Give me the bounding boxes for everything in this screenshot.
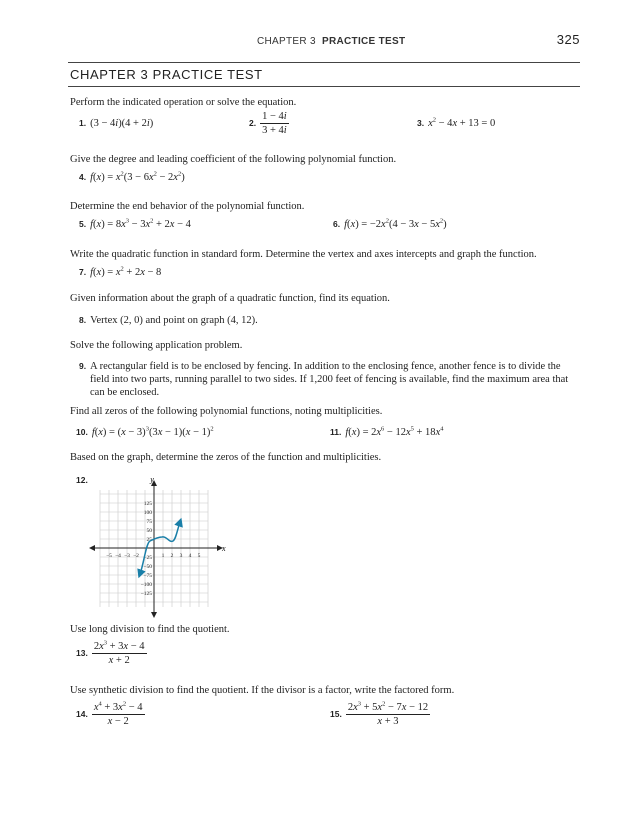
problem-9-number: 9. bbox=[79, 361, 87, 371]
polynomial-graph bbox=[88, 473, 228, 618]
problem-12-number: 12. bbox=[76, 475, 88, 485]
problem-10-number: 10. bbox=[76, 427, 88, 437]
x-tick-label: −3 bbox=[124, 553, 130, 559]
problem-9-text: A rectangular field is to be enclosed by fencing. In addition to the enclosing fence, another fence is to divide the field into two parts, running parallel to two sides. If 1,200 feet of fencing is available, find the maximum area that can be enclosed. bbox=[90, 361, 569, 398]
problem-8 bbox=[79, 315, 258, 326]
problem-15: 15. $\frac{2x^3 + 5x^2 - 7x - 12}{x + 3}$ bbox=[330, 700, 429, 727]
y-tick-label: 125 bbox=[143, 501, 152, 507]
x-tick-label: 2 bbox=[170, 553, 174, 559]
instruction-7: Find all zeros of the following polynomial functions, noting multiplicities. bbox=[70, 406, 383, 417]
problem-8-text: Vertex (2, 0) and point on graph (4, 12). bbox=[90, 315, 258, 326]
problem-2-number: 2. bbox=[249, 117, 257, 128]
problem-7: 7. $f(x) = x^2 + 2x - 8$ bbox=[79, 265, 162, 278]
problem-8-number: 8. bbox=[79, 315, 87, 325]
y-tick-label: 100 bbox=[143, 510, 152, 516]
y-tick-label: 25 bbox=[146, 537, 152, 543]
problem-3: 3. $x^2 - 4x + 13 = 0$ bbox=[417, 116, 496, 129]
header-section: PRACTICE TEST bbox=[322, 36, 406, 47]
problem-14-number: 14. bbox=[76, 708, 88, 719]
problem-5-number: 5. bbox=[79, 219, 87, 229]
problem-15-number: 15. bbox=[330, 708, 342, 719]
problem-13: 13. $\frac{2x^3 + 3x - 4}{x + 2}$ bbox=[76, 639, 145, 666]
instruction-4: Write the quadratic function in standard form. Determine the vertex and axes intercepts and graph the function. bbox=[70, 249, 537, 260]
header-chapter: CHAPTER 3 bbox=[257, 36, 316, 47]
y-tick-label: −100 bbox=[140, 582, 152, 588]
instruction-5: Given information about the graph of a quadratic function, find its equation. bbox=[70, 293, 390, 304]
instruction-6: Solve the following application problem. bbox=[70, 340, 243, 351]
problem-2: 2. $\frac{1 - 4i}{3 + 4i}$ bbox=[249, 111, 287, 136]
y-tick-label: −75 bbox=[143, 573, 152, 579]
x-tick-label: 4 bbox=[188, 553, 192, 559]
title-rule-top bbox=[68, 62, 580, 63]
problem-4-number: 4. bbox=[79, 172, 87, 182]
problem-1-number: 1. bbox=[79, 118, 87, 128]
page-number: 325 bbox=[556, 32, 580, 47]
problem-11: 11. $f(x) = 2x^6 - 12x^5 + 18x^4$ bbox=[330, 425, 444, 438]
instruction-9: Use long division to find the quotient. bbox=[70, 624, 230, 635]
y-tick-label: −50 bbox=[143, 564, 152, 570]
y-tick-label: 75 bbox=[146, 519, 152, 525]
problem-9-number-wrap bbox=[79, 361, 90, 372]
problem-6-number: 6. bbox=[333, 219, 341, 229]
y-tick-label: −125 bbox=[140, 591, 152, 597]
problem-1: 1. (3 − 4i)(4 + 2i) bbox=[79, 118, 154, 129]
problem-4: 4. $f(x) = x^2(3 - 6x^2 - 2x^2)$ bbox=[79, 170, 185, 183]
problem-13-number: 13. bbox=[76, 647, 88, 658]
problem-10: 10. $f(x) = (x - 3)^3(3x - 1)(x - 1)^2$ bbox=[76, 425, 214, 438]
problem-7-number: 7. bbox=[79, 267, 87, 277]
y-tick-label: 50 bbox=[146, 528, 152, 534]
instruction-10: Use synthetic division to find the quotient. If the divisor is a factor, write the factored form. bbox=[70, 685, 455, 696]
problem-6: 6. $f(x) = -2x^2(4 - 3x - 5x^2)$ bbox=[333, 217, 447, 230]
problem-11-number: 11. bbox=[330, 427, 342, 437]
x-tick-label: 5 bbox=[197, 553, 201, 559]
running-header bbox=[257, 36, 405, 47]
y-axis-label: y bbox=[150, 475, 154, 484]
x-tick-label: 1 bbox=[161, 553, 165, 559]
problem-5: 5. $f(x) = 8x^3 - 3x^2 + 2x - 4$ bbox=[79, 217, 191, 230]
x-axis-label: x bbox=[222, 544, 226, 553]
instruction-2: Give the degree and leading coefficient of the following polynomial function. bbox=[70, 154, 397, 165]
problem-14: 14. $\frac{x^4 + 3x^2 - 4}{x - 2}$ bbox=[76, 700, 143, 727]
x-tick-label: −2 bbox=[133, 553, 139, 559]
instruction-3: Determine the end behavior of the polynomial function. bbox=[70, 201, 305, 212]
page-title: CHAPTER 3 PRACTICE TEST bbox=[70, 67, 263, 82]
title-rule-bottom bbox=[68, 86, 580, 87]
instruction-1: Perform the indicated operation or solve the equation. bbox=[70, 97, 297, 108]
y-tick-label: −25 bbox=[143, 555, 152, 561]
x-tick-label: −5 bbox=[106, 553, 112, 559]
x-tick-label: 3 bbox=[179, 553, 183, 559]
x-tick-label: −4 bbox=[115, 553, 121, 559]
problem-3-number: 3. bbox=[417, 118, 425, 128]
instruction-8: Based on the graph, determine the zeros of the function and multiplicities. bbox=[70, 452, 382, 463]
